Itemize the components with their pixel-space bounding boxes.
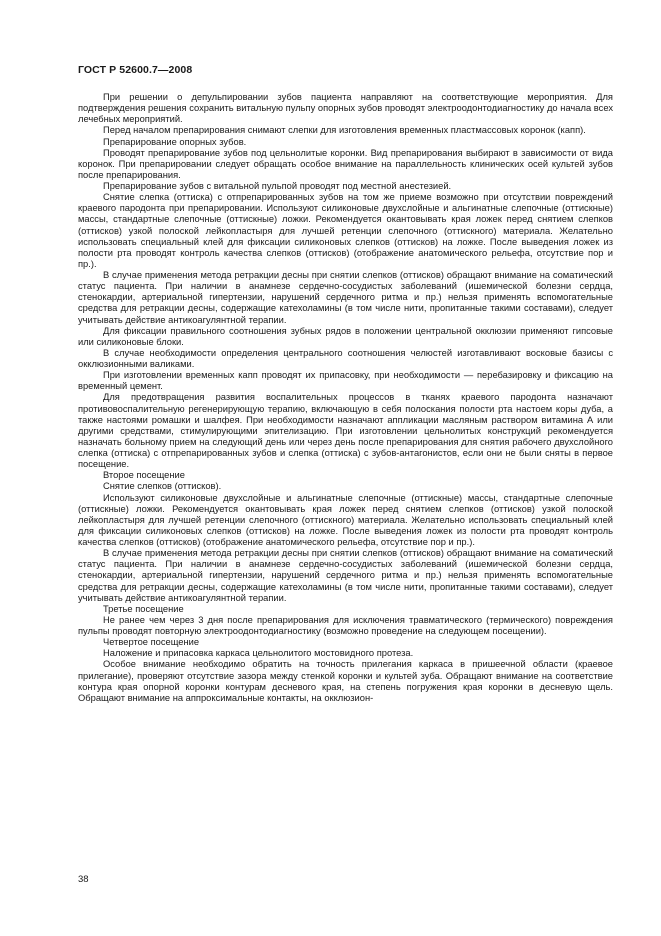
paragraph: Снятие слепка (оттиска) с отпрепарированных зубов на том же приеме возможно при отсутствии повреждений краевого пародонта при препарировании. Используют силиконовые двухслойные и альгинатные слепочные (оттискные) массы, стандартные слепочные (оттискные) ложки. Рекомендуется окантовывать края ложек перед снятием слепков (оттисков) узкой полоской лейкопластыря для лучшей ретенции слепочного (оттискного) материала. Желательно использовать специальный клей для фиксации силиконовых слепков (оттисков) на ложке. После выведения ложек из полости рта проводят контроль качества слепков (оттисков) (отображение анатомического рельефа, отсутствие пор и пр.). [78,192,613,269]
paragraph: Особое внимание необходимо обратить на точность прилегания каркаса в пришеечной области (краевое прилегание), проверяют отсутствие зазора между стенкой коронки и культей зуба. Обращают внимание на соответствие контура края опорной коронки контурам десневого края, на степень погружения края коронки в десневую щель. Обращают внимание на аппроксимальные контакты, на окклюзион- [78,659,613,703]
paragraph: Используют силиконовые двухслойные и альгинатные слепочные (оттискные) массы, стандартные слепочные (оттискные) ложки. Рекомендуется окантовывать края ложек перед снятием слепков (оттисков) узкой полоской лейкопластыря для лучшей ретенции слепочного (оттискного) материала. Желательно использовать специальный клей для фиксации силиконовых слепков (оттисков) на ложке. После выведения ложек из полости рта проводят контроль качества слепков (оттисков) (отображение анатомического рельефа, отсутствие пор и пр.). [78,492,613,547]
paragraph: Препарирование опорных зубов. [103,136,247,147]
paragraph: В случае применения метода ретракции десны при снятии слепков (оттисков) обращают внимание на соматический статус пациента. При наличии в анамнезе сердечно-сосудистых заболеваний (ишемической болезни сердца, стенокардии, артериальной гипертензии, нарушений сердечного ритма и пр.) нельзя применять вспомогательные средства для ретракции десны, содержащие катехоламины (в том числе нити, пропитанные такими составами), следует учитывать действие антикоагулянтной терапии. [78,548,613,603]
paragraph: В случае применения метода ретракции десны при снятии слепков (оттисков) обращают внимание на соматический статус пациента. При наличии в анамнезе сердечно-сосудистых заболеваний (ишемической болезни сердца, стенокардии, артериальной гипертензии, нарушений сердечного ритма и пр.) нельзя применять вспомогательные средства для ретракции десны, содержащие катехоламины (в том числе нити, пропитанные такими составами), следует учитывать действие антикоагулянтной терапии. [78,270,613,325]
paragraph: Снятие слепков (оттисков). [103,481,222,492]
paragraph: Препарирование зубов с витальной пульпой проводят под местной анестезией. [103,181,452,191]
document-body [78,92,613,704]
paragraph: При решении о депульпировании зубов пациента направляют на соответствующие мероприятия. Для подтверждения решения сохранить витальную пульпу опорных зубов проводят электроодонтодиагностику до начала всех лечебных мероприятий. [78,92,613,125]
page-number: 38 [78,874,89,885]
section-heading-second-visit: Второе посещение [103,470,185,481]
paragraph: Для предотвращения развития воспалительных процессов в тканях краевого пародонта назначают противовоспалительную регенерирующую терапию, включающую в себя полоскания полости рта настоем коры дуба, а также настоями ромашки и шалфея. При необходимости назначают аппликации масляным раствором витамина А или другими средствами, стимулирующими эпителизацию. При изготовлении цельнолитых конструкций рекомендуется назначать больному прием на следующий день или через день после препарирования для снятия рабочего двухслойного слепка (оттиска) с отпрепарированных зубов и слепка (оттиска) с зубов-антагонистов, если они не были сняты в первое посещение. [78,392,613,470]
paragraph: Перед началом препарирования снимают слепки для изготовления временных пластмассовых коронок (капп). [103,125,586,136]
paragraph: Не ранее чем через 3 дня после препарирования для исключения травматического (термического) повреждения пульпы проводят повторную электроодонтодиагностику (возможно проведение на следующем посещении). [78,614,613,636]
paragraph: Наложение и припасовка каркаса цельнолитого мостовидного протеза. [103,648,414,659]
section-heading-third-visit: Третье посещение [103,603,184,614]
paragraph: В случае необходимости определения центрального соотношения челюстей изготавливают восковые базисы с окклюзионными валиками. [78,347,613,369]
paragraph: Проводят препарирование зубов под цельнолитые коронки. Вид препарирования выбирают в зависимости от вида коронок. При препарировании следует обращать особое внимание на параллельность клинических осей культей зубов после препарирования. [78,147,613,180]
section-heading-fourth-visit: Четвертое посещение [103,637,200,648]
paragraph: При изготовлении временных капп проводят их припасовку, при необходимости — перебазировку и фиксацию на временный цемент. [78,370,613,392]
document-code-header: ГОСТ Р 52600.7—2008 [78,64,193,76]
paragraph: Для фиксации правильного соотношения зубных рядов в положении центральной окклюзии применяют гипсовые или силиконовые блоки. [78,325,613,347]
